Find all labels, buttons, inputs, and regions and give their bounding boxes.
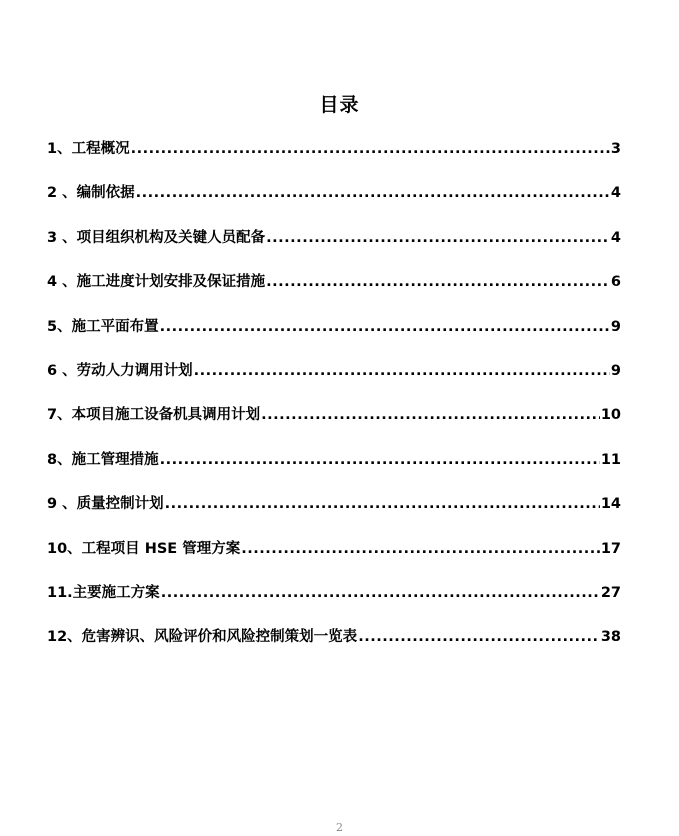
toc-entry-label: 9 、质量控制计划 — [47, 496, 164, 513]
toc-leader-dots — [160, 319, 610, 335]
toc-entry-label: 6 、劳动人力调用计划 — [47, 362, 193, 379]
toc-entry-page: 10 — [600, 407, 621, 424]
toc-entry-label: 1、工程概况 — [47, 141, 130, 157]
toc-leader-dots — [161, 585, 600, 601]
toc-entry-page: 27 — [600, 584, 621, 601]
toc-leader-dots — [165, 496, 600, 512]
toc-entry-label: 7、本项目施工设备机具调用计划 — [47, 407, 261, 424]
toc-entry-page: 4 — [610, 229, 621, 246]
toc-entry-label: 12、危害辨识、风险评价和风险控制策划一览表 — [47, 629, 358, 646]
toc-entry-5[interactable] — [47, 315, 621, 359]
toc-entry-label: 11.主要施工方案 — [47, 584, 160, 601]
table-of-contents — [47, 137, 621, 670]
toc-title: 目录 — [319, 94, 360, 116]
toc-entry-12[interactable] — [47, 625, 621, 669]
toc-entry-label: 4 、施工进度计划安排及保证措施 — [47, 274, 266, 291]
toc-entry-1[interactable] — [47, 137, 621, 181]
toc-entry-6[interactable] — [47, 359, 621, 403]
toc-entry-10[interactable] — [47, 537, 621, 581]
toc-entry-page: 4 — [610, 185, 621, 202]
toc-entry-8[interactable] — [47, 448, 621, 492]
toc-entry-label: 8、施工管理措施 — [47, 451, 159, 468]
toc-entry-4[interactable] — [47, 270, 621, 314]
toc-entry-page: 3 — [610, 141, 621, 157]
toc-entry-page: 6 — [610, 274, 621, 291]
toc-entry-page: 17 — [600, 540, 621, 557]
toc-leader-dots — [131, 141, 610, 157]
toc-entry-page: 38 — [600, 629, 621, 646]
toc-entry-3[interactable] — [47, 226, 621, 270]
toc-entry-page: 14 — [600, 496, 621, 513]
toc-entry-label: 10、工程项目 HSE 管理方案 — [47, 540, 241, 557]
toc-leader-dots — [266, 274, 610, 290]
page-number: 2 — [336, 821, 343, 834]
toc-leader-dots — [241, 541, 600, 557]
toc-entry-9[interactable] — [47, 492, 621, 536]
toc-leader-dots — [136, 185, 610, 201]
toc-entry-label: 2 、编制依据 — [47, 185, 135, 202]
toc-entry-page: 11 — [600, 451, 621, 468]
toc-entry-2[interactable] — [47, 181, 621, 225]
toc-leader-dots — [261, 407, 600, 423]
toc-entry-label: 3 、项目组织机构及关键人员配备 — [47, 229, 266, 246]
toc-leader-dots — [266, 230, 610, 246]
toc-leader-dots — [358, 629, 600, 645]
toc-leader-dots — [160, 452, 600, 468]
toc-entry-7[interactable] — [47, 403, 621, 447]
toc-entry-page: 9 — [610, 362, 621, 379]
toc-leader-dots — [194, 363, 610, 379]
toc-entry-page: 9 — [610, 318, 621, 335]
toc-entry-11[interactable] — [47, 581, 621, 625]
toc-entry-label: 5、施工平面布置 — [47, 318, 159, 335]
